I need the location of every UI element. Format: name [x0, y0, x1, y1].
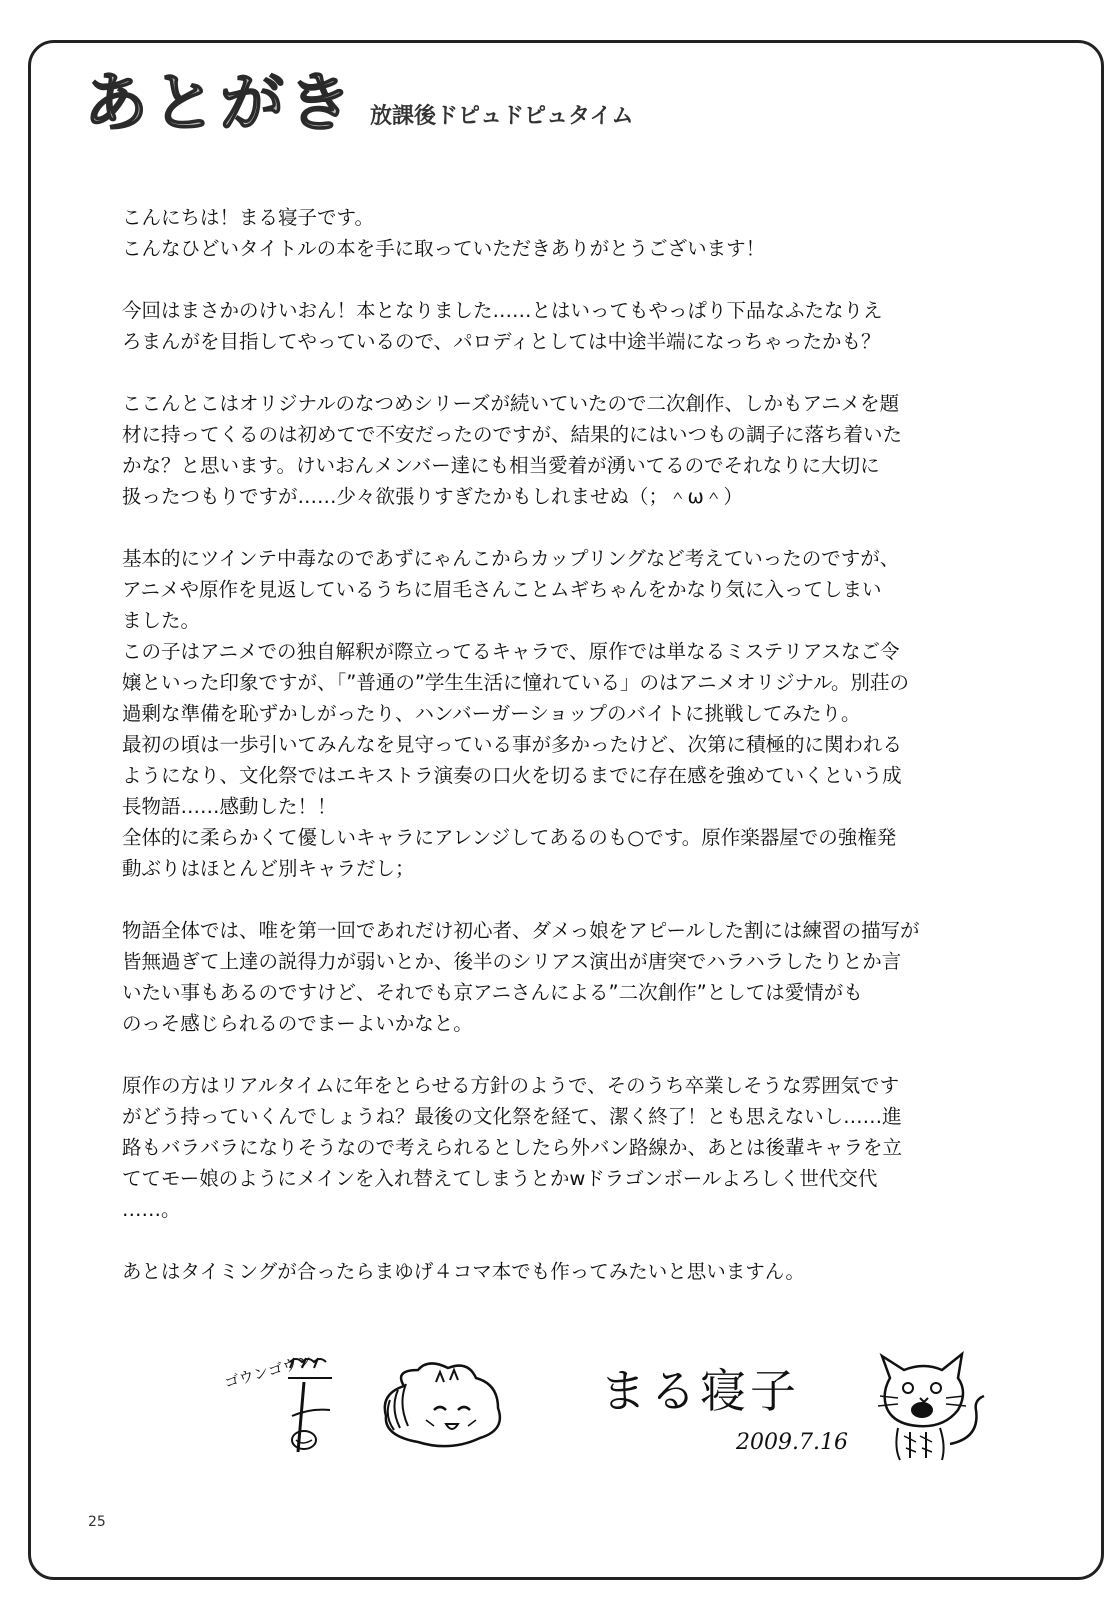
header: [84, 67, 634, 141]
text-line: 皆無過ぎて上達の説得力が弱いとか、後半のシリアス演出が唐突でハラハラしたりとか言: [122, 950, 902, 973]
text-line: こんなひどいタイトルの本を手に取っていただきありがとうございます！: [122, 237, 766, 260]
text-line: あとはタイミングが合ったらまゆげ４コマ本でも作ってみたいと思いますん。: [122, 1260, 805, 1283]
text-line: 物語全体では、唯を第一回であれだけ初心者、ダメっ娘をアピールした割には練習の描写が: [122, 919, 920, 942]
text-line: かな？と思います。けいおんメンバー達にも相当愛着が湧いてるのでそれなりに大切に: [122, 454, 880, 477]
blob-character-icon: [376, 1360, 506, 1460]
page-title: あとがき: [84, 67, 356, 141]
text-line: 材に持ってくるのは初めてで不安だったのですが、結果的にはいつもの調子に落ち着いた: [122, 423, 903, 446]
paragraph-7: [122, 1256, 1012, 1287]
text-line: 原作の方はリアルタイムに年をとらせる方針のようで、そのうち卒業しそうな雰囲気です: [122, 1074, 900, 1097]
text-line: がどう持っていくんでしょうね？最後の文化祭を経て、潔く終了！とも思えないし……進: [122, 1105, 902, 1128]
cat-doodle-icon: [860, 1348, 1010, 1468]
text-line: 過剰な準備を恥ずかしがったり、ハンバーガーショップのバイトに挑戦してみたり。: [122, 702, 861, 725]
page-subtitle: 放課後ドピュドピュタイム: [370, 104, 634, 129]
text-line: いたい事もあるのですけど、それでも京アニさんによる”二次創作”としては愛情がも: [122, 981, 863, 1004]
signature-date: 2009.7.16: [736, 1430, 848, 1455]
text-line: ようになり、文化祭ではエキストラ演奏の口火を切るまでに存在感を強めていくという成: [122, 764, 902, 787]
text-line: 路もバラバラになりそうなので考えられるとしたら外バン路線か、あとは後輩キャラを立: [122, 1136, 903, 1159]
text-line: 基本的にツインテ中毒なのであずにゃんこからカップリングなど考えていったのですが、: [122, 547, 900, 570]
paragraph-4: [122, 543, 1012, 884]
text-line: 長物語……感動した！！: [122, 795, 337, 818]
text-line: 扱ったつもりですが……少々欲張りすぎたかもしれませぬ（；＾ω＾）: [122, 485, 743, 508]
text-line: ててモー娘のようにメインを入れ替えてしまうとかwドラゴンボールよろしく世代交代: [122, 1167, 878, 1190]
paragraph-6: [122, 1070, 1012, 1225]
text-line: ました。: [122, 609, 201, 632]
guitar-doodle-icon: [220, 1348, 340, 1468]
afterword-body: [122, 202, 1012, 1287]
text-line: こんにちは！まる寝子です。: [122, 206, 374, 229]
author-signature: まる寝子: [600, 1364, 800, 1418]
text-line: ろまんがを目指してやっているので、パロディとしては中途半端になっちゃったかも？: [122, 330, 881, 353]
text-line: この子はアニメでの独自解釈が際立ってるキャラで、原作では単なるミステリアスなご令: [122, 640, 900, 663]
paragraph-1: [122, 202, 1012, 264]
text-line: 嬢といった印象ですが、「”普通の”学生生活に憧れている」のはアニメオリジナル。別荘の: [122, 671, 909, 694]
text-line: 今回はまさかのけいおん！本となりました……とはいってもやっぱり下品なふたなりえ: [122, 299, 883, 322]
text-line: ……。: [122, 1198, 181, 1221]
text-line: ここんとこはオリジナルのなつめシリーズが続いていたので二次創作、しかもアニメを題: [122, 392, 900, 415]
text-line: 最初の頃は一歩引いてみんなを見守っている事が多かったけど、次第に積極的に関われる: [122, 733, 903, 756]
text-line: アニメや原作を見返しているうちに眉毛さんことムギちゃんをかなり気に入ってしまい: [122, 578, 882, 601]
page-number: 25: [88, 1514, 106, 1530]
sfx-text: ゴウンゴウン: [222, 1351, 314, 1392]
text-line: 全体的に柔らかくて優しいキャラにアレンジしてあるのも○です。原作楽器屋での強権発: [122, 826, 897, 849]
signature-area: [220, 1348, 1030, 1478]
paragraph-2: [122, 295, 1012, 357]
paragraph-3: [122, 388, 1012, 512]
text-line: 動ぶりはほとんど別キャラだし；: [122, 857, 415, 880]
text-line: のっそ感じられるのでまーよいかなと。: [122, 1012, 473, 1035]
paragraph-5: [122, 915, 1012, 1039]
